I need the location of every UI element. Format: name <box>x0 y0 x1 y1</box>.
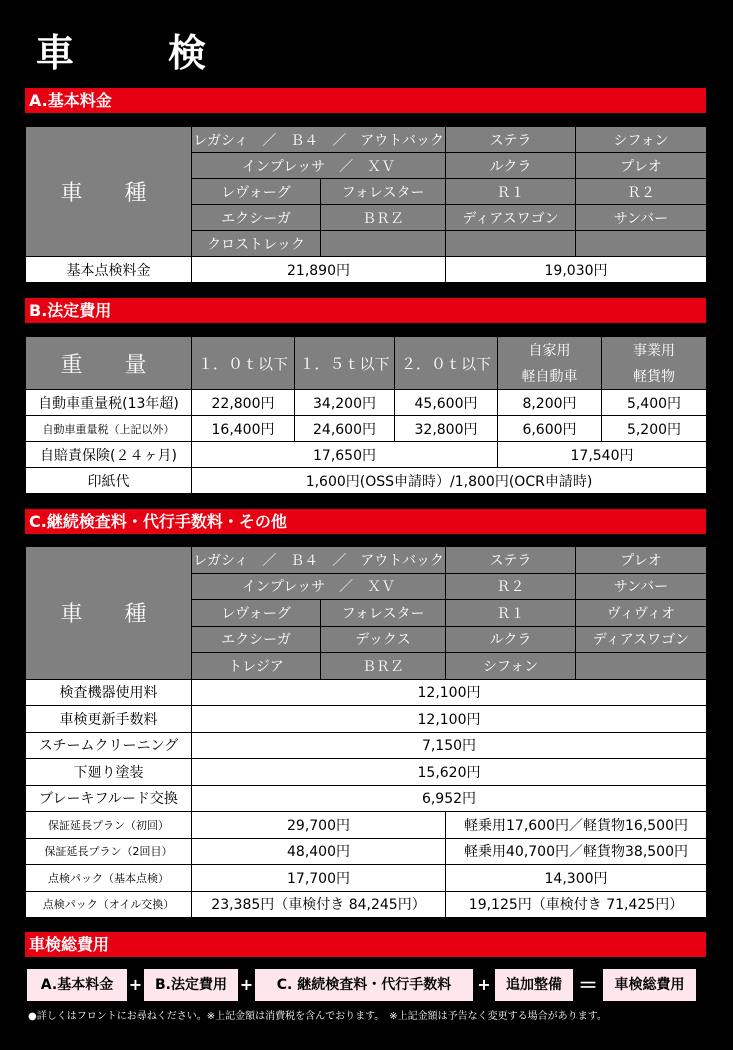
value-cell: 6,600円 <box>498 416 602 442</box>
car-model-cell: インプレッサ ／ ＸＶ <box>192 573 446 600</box>
equals-sign: ＝ <box>578 973 598 997</box>
value-cell: 24,600円 <box>295 416 395 442</box>
car-model-cell: ステラ <box>446 547 576 574</box>
value-cell: 23,385円（車検付き 84,245円） <box>192 891 446 918</box>
value-cell: 12,100円 <box>192 679 707 706</box>
car-model-cell: レヴォーグ <box>192 600 321 627</box>
total-header: 車検総費用 <box>25 932 706 957</box>
value-cell: 19,125円（車検付き 71,425円） <box>446 891 707 918</box>
row-label: 基本点検料金 <box>26 257 192 283</box>
kei-biz-col: 軽貨物 <box>602 364 707 390</box>
car-model-cell: ＢＲＺ <box>321 205 446 231</box>
car-model-cell: サンバー <box>576 573 707 600</box>
car-model-cell: ディアスワゴン <box>576 626 707 653</box>
plus-sign: + <box>128 975 143 994</box>
value-cell: 12,100円 <box>192 706 707 733</box>
row-label: ブレーキフルード交換 <box>26 785 192 812</box>
value-cell: 16,400円 <box>192 416 295 442</box>
plus-sign: + <box>477 975 491 994</box>
row-label: 自動車重量税(13年超) <box>26 390 192 416</box>
other-fee-table <box>25 546 707 918</box>
formula-extra: 追加整備 <box>495 969 573 1001</box>
car-model-cell: シフォン <box>446 653 576 680</box>
row-label: 車検更新手数料 <box>26 706 192 733</box>
car-model-cell: レガシィ ／ Ｂ４ ／ アウトバック <box>192 127 446 153</box>
value-cell: 45,600円 <box>395 390 498 416</box>
car-model-cell: フォレスター <box>321 600 446 627</box>
car-model-cell: ステラ <box>446 127 576 153</box>
car-model-cell: ＢＲＺ <box>321 653 446 680</box>
kei-biz-col: 事業用 <box>602 337 707 364</box>
empty-cell <box>576 653 707 680</box>
basic-fee-table <box>25 126 707 283</box>
empty-cell <box>576 231 707 257</box>
value-cell: 軽乗用40,700円／軽貨物38,500円 <box>446 838 707 865</box>
car-model-cell: サンバー <box>576 205 707 231</box>
value-cell: 1,600円(OSS申請時）/1,800円(OCR申請時) <box>192 468 707 494</box>
weight-col: １．５ｔ以下 <box>295 337 395 390</box>
legal-fee-table <box>25 336 707 494</box>
car-model-cell: シフォン <box>576 127 707 153</box>
car-model-cell: デックス <box>321 626 446 653</box>
car-model-cell: Ｒ２ <box>576 179 707 205</box>
car-model-cell: Ｒ２ <box>446 573 576 600</box>
row-label: 自動車重量税（上記以外） <box>26 416 192 442</box>
row-label: 保証延長プラン（2回目） <box>26 838 192 865</box>
car-model-cell: インプレッサ ／ ＸＶ <box>192 153 446 179</box>
row-label: 点検パック（基本点検） <box>26 865 192 892</box>
value-cell: 14,300円 <box>446 865 707 892</box>
row-label: 自賠責保険(２４ヶ月) <box>26 442 192 468</box>
weight-header: 重 量 <box>26 337 192 390</box>
car-model-cell: エクシーガ <box>192 205 321 231</box>
value-cell: 48,400円 <box>192 838 446 865</box>
value-cell: 5,400円 <box>602 390 707 416</box>
fee-regular: 21,890円 <box>192 257 446 283</box>
value-cell: 軽乗用17,600円／軽貨物16,500円 <box>446 812 707 839</box>
row-label: 点検パック（オイル交換） <box>26 891 192 918</box>
row-label: 検査機器使用料 <box>26 679 192 706</box>
car-model-cell: フォレスター <box>321 179 446 205</box>
car-model-cell: レヴォーグ <box>192 179 321 205</box>
page-title: 車 検 <box>36 31 235 75</box>
car-model-cell: トレジア <box>192 653 321 680</box>
value-cell: 32,800円 <box>395 416 498 442</box>
section-b-header: B.法定費用 <box>25 298 706 323</box>
car-model-cell: エクシーガ <box>192 626 321 653</box>
car-model-cell: Ｒ１ <box>446 600 576 627</box>
formula-inspection: C. 継続検査料・代行手数料 <box>255 969 473 1001</box>
car-type-header: 車 種 <box>26 127 192 257</box>
car-type-header: 車 種 <box>26 547 192 680</box>
footnote: ●詳しくはフロントにお尋ねください。※上記金額は消費税を含んでおります。 ※上記金額は予告なく変更する場合があります。 <box>28 1011 607 1022</box>
value-cell: 6,952円 <box>192 785 707 812</box>
section-c-header: C.継続検査料・代行手数料・その他 <box>25 509 706 534</box>
car-model-cell: プレオ <box>576 547 707 574</box>
kei-home-col: 自家用 <box>498 337 602 364</box>
car-model-cell: クロストレック <box>192 231 321 257</box>
car-model-cell: レガシィ ／ Ｂ４ ／ アウトバック <box>192 547 446 574</box>
value-cell: 29,700円 <box>192 812 446 839</box>
kei-home-col: 軽自動車 <box>498 364 602 390</box>
formula-total: 車検総費用 <box>603 969 696 1001</box>
car-model-cell: ルクラ <box>446 153 576 179</box>
value-cell: 17,540円 <box>498 442 707 468</box>
value-cell: 7,150円 <box>192 732 707 759</box>
formula-basic: A.基本料金 <box>27 969 127 1001</box>
car-model-cell: Ｒ１ <box>446 179 576 205</box>
row-label: 印紙代 <box>26 468 192 494</box>
empty-cell <box>446 231 576 257</box>
car-model-cell: ヴィヴィオ <box>576 600 707 627</box>
formula-legal: B.法定費用 <box>144 969 238 1001</box>
weight-col: ２．０ｔ以下 <box>395 337 498 390</box>
value-cell: 15,620円 <box>192 759 707 786</box>
value-cell: 8,200円 <box>498 390 602 416</box>
value-cell: 34,200円 <box>295 390 395 416</box>
value-cell: 5,200円 <box>602 416 707 442</box>
row-label: 下廻り塗装 <box>26 759 192 786</box>
weight-col: １．０ｔ以下 <box>192 337 295 390</box>
row-label: スチームクリーニング <box>26 732 192 759</box>
fee-kei: 19,030円 <box>446 257 707 283</box>
empty-cell <box>321 231 446 257</box>
car-model-cell: プレオ <box>576 153 707 179</box>
value-cell: 17,650円 <box>192 442 498 468</box>
section-a-header: A.基本料金 <box>25 88 706 113</box>
value-cell: 17,700円 <box>192 865 446 892</box>
car-model-cell: ディアスワゴン <box>446 205 576 231</box>
plus-sign: + <box>239 975 254 994</box>
value-cell: 22,800円 <box>192 390 295 416</box>
row-label: 保証延長プラン（初回） <box>26 812 192 839</box>
car-model-cell: ルクラ <box>446 626 576 653</box>
